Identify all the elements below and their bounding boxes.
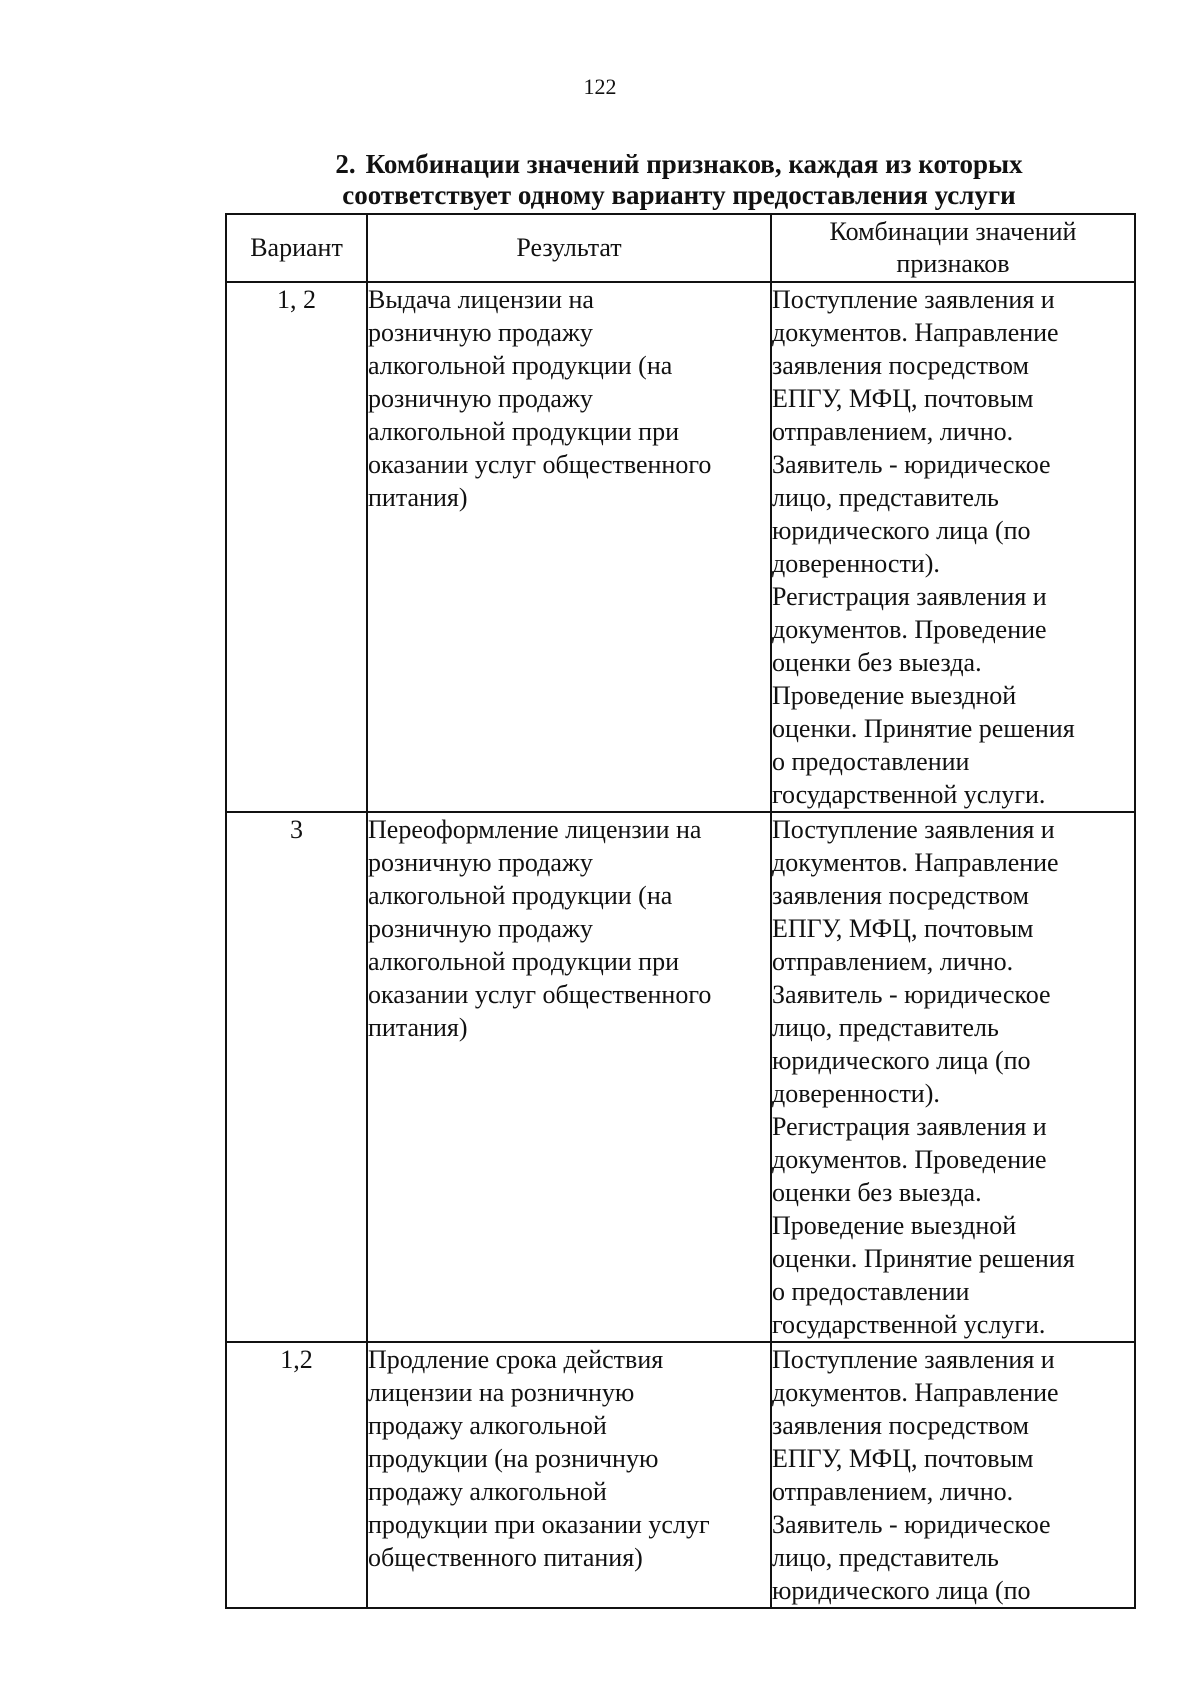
result-line: алкогольной продукции (на (368, 881, 673, 910)
result-line: лицензии на розничную (368, 1378, 635, 1407)
result-line: оказании услуг общественного (368, 450, 712, 479)
combo-line: отправлением, лично. (772, 947, 1014, 976)
combo-line: ЕПГУ, МФЦ, почтовым (772, 1444, 1034, 1473)
combo-line: документов. Направление (772, 318, 1059, 347)
header-combo-line: признаков (896, 249, 1010, 278)
combo-line: оценки. Принятие решения (772, 1244, 1075, 1273)
header-variant: Вариант (226, 214, 367, 282)
combo-line: документов. Направление (772, 848, 1059, 877)
combo-line: оценки без выезда. (772, 1178, 982, 1207)
result-line: питания) (368, 483, 468, 512)
cell-result (367, 812, 771, 1342)
cell-variant: 1, 2 (226, 282, 367, 812)
page-number: 122 (583, 74, 617, 99)
result-line: Выдача лицензии на (368, 285, 594, 314)
result-line: оказании услуг общественного (368, 980, 712, 1009)
table-header-row (226, 214, 1135, 282)
combo-line: документов. Проведение (772, 1145, 1047, 1174)
result-line: розничную продажу (368, 318, 593, 347)
header-combo-line: Комбинации значений (829, 217, 1077, 246)
cell-combo (771, 1342, 1135, 1608)
cell-result (367, 1342, 771, 1608)
result-line: алкогольной продукции при (368, 947, 679, 976)
combo-line: оценки. Принятие решения (772, 714, 1075, 743)
combo-line: юридического лица (по (772, 1576, 1031, 1605)
combo-line: доверенности). (772, 1079, 940, 1108)
section-title-line-1 (335, 149, 1022, 179)
combo-line: юридического лица (по (772, 516, 1031, 545)
combo-line: Регистрация заявления и (772, 582, 1047, 611)
result-line: розничную продажу (368, 914, 593, 943)
combo-line: Проведение выездной (772, 681, 1017, 710)
result-line: общественного питания) (368, 1543, 643, 1572)
combo-line: государственной услуги. (772, 1310, 1046, 1339)
result-line: розничную продажу (368, 384, 593, 413)
combo-line: Регистрация заявления и (772, 1112, 1047, 1141)
combo-line: лицо, представитель (772, 1013, 999, 1042)
combo-line: государственной услуги. (772, 780, 1046, 809)
combo-line: Поступление заявления и (772, 1345, 1055, 1374)
combo-line: отправлением, лично. (772, 417, 1014, 446)
result-line: продажу алкогольной (368, 1411, 607, 1440)
table-row (226, 282, 1135, 812)
result-line: питания) (368, 1013, 468, 1042)
header-combo (771, 214, 1135, 282)
cell-variant: 3 (226, 812, 367, 1342)
variants-table (225, 213, 1136, 1609)
combo-line: отправлением, лично. (772, 1477, 1014, 1506)
combo-line: лицо, представитель (772, 483, 999, 512)
result-line: продукции при оказании услуг (368, 1510, 710, 1539)
cell-variant: 1,2 (226, 1342, 367, 1608)
combo-line: Заявитель - юридическое (772, 450, 1051, 479)
header-result: Результат (367, 214, 771, 282)
result-line: алкогольной продукции (на (368, 351, 673, 380)
result-line: Переоформление лицензии на (368, 815, 702, 844)
table-row (226, 812, 1135, 1342)
combo-line: ЕПГУ, МФЦ, почтовым (772, 384, 1034, 413)
combo-line: Проведение выездной (772, 1211, 1017, 1240)
combo-line: о предоставлении (772, 1277, 970, 1306)
section-number: 2. (335, 149, 356, 179)
section-title-line-2: соответствует одному варианту предоставления услуги (342, 180, 1016, 210)
combo-line: заявления посредством (772, 351, 1029, 380)
combo-line: заявления посредством (772, 1411, 1029, 1440)
combo-line: о предоставлении (772, 747, 970, 776)
result-line: Продление срока действия (368, 1345, 664, 1374)
combo-line: заявления посредством (772, 881, 1029, 910)
combo-line: Поступление заявления и (772, 815, 1055, 844)
result-line: розничную продажу (368, 848, 593, 877)
cell-combo (771, 812, 1135, 1342)
result-line: продукции (на розничную (368, 1444, 659, 1473)
result-line: алкогольной продукции при (368, 417, 679, 446)
combo-line: Заявитель - юридическое (772, 1510, 1051, 1539)
combo-line: документов. Проведение (772, 615, 1047, 644)
section-title-text-1: Комбинации значений признаков, каждая из которых (365, 149, 1023, 179)
combo-line: лицо, представитель (772, 1543, 999, 1572)
combo-line: Заявитель - юридическое (772, 980, 1051, 1009)
cell-result (367, 282, 771, 812)
combo-line: доверенности). (772, 549, 940, 578)
table-body (226, 282, 1135, 1608)
combo-line: Поступление заявления и (772, 285, 1055, 314)
combo-line: оценки без выезда. (772, 648, 982, 677)
cell-combo (771, 282, 1135, 812)
combo-line: ЕПГУ, МФЦ, почтовым (772, 914, 1034, 943)
section-title (226, 149, 1132, 211)
table-row (226, 1342, 1135, 1608)
combo-line: документов. Направление (772, 1378, 1059, 1407)
result-line: продажу алкогольной (368, 1477, 607, 1506)
combo-line: юридического лица (по (772, 1046, 1031, 1075)
